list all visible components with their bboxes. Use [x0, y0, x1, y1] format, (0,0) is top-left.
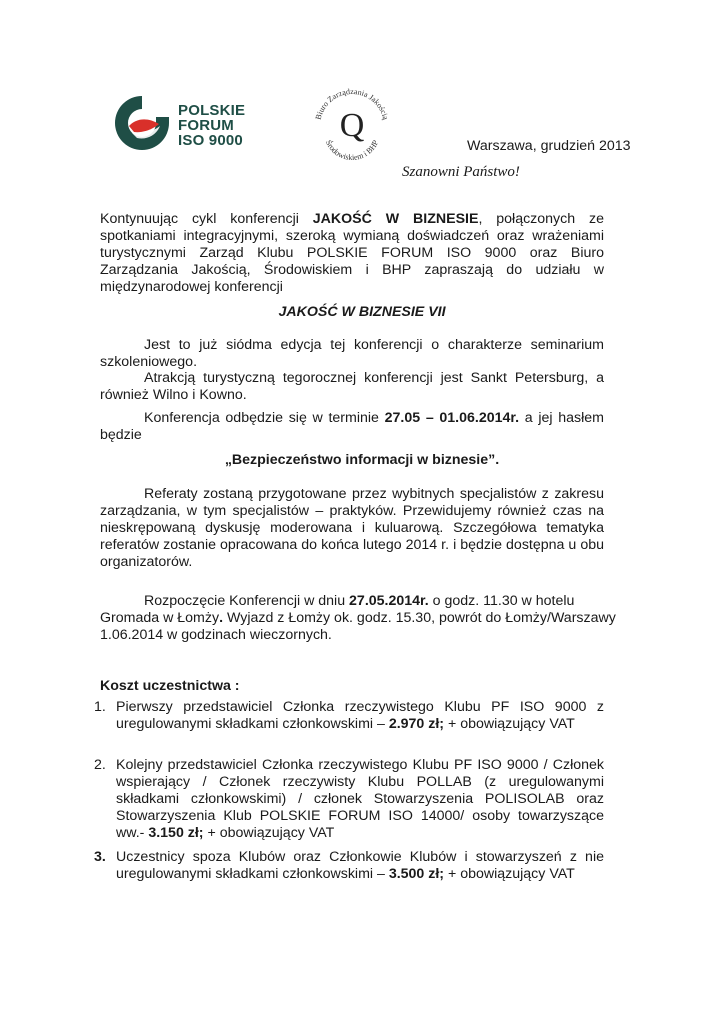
polskie-forum-logo	[112, 93, 252, 153]
cost-item-vat: + obowiązujący VAT	[444, 866, 575, 882]
dates-bold: 27.05 – 01.06.2014r.	[384, 410, 520, 426]
cost-item-price: 2.970 zł;	[388, 716, 445, 732]
cost-item-price: 3.150 zł;	[148, 825, 204, 841]
biuro-zarzadzania-logo	[310, 82, 394, 166]
logo-line-1: POLSKIE	[178, 102, 246, 119]
paragraph-attraction-text: Atrakcją turystyczną tegorocznej konferencji jest Sankt Petersburg, a również Wilno i Kowno.	[100, 370, 604, 403]
cost-item-text: Uczestnicy spoza Klubów oraz Członkowie Klubów i stowarzyszeń z nie uregulowanymi składkami członkowskimi –	[116, 849, 604, 882]
intro-text-a: Kontynuując cykl konferencji	[100, 211, 313, 227]
paragraph-attraction	[100, 370, 604, 404]
dates-text-b: a jej hasłem będzie	[100, 410, 604, 443]
salutation: Szanowni Państwo!	[402, 164, 520, 180]
start-text-a: Rozpoczęcie Konferencji w dniu	[144, 593, 350, 609]
paragraph-papers-text: Referaty zostaną przygotowane przez wybitnych specjalistów z zakresu zarządzania, w tym specjalistów – praktyków. Przewidujemy również czas na nieskrępowaną dyskusję moderowana i kuluarową. Szczegółowa tematyka referatów zostanie opracowana do końca lutego 2014 r. i będzie dostępna u obu organizatorów.	[100, 486, 604, 570]
cost-item-3	[94, 849, 604, 883]
cost-item-number: 1.	[94, 699, 106, 715]
paragraph-edition-text: Jest to już siódma edycja tej konferencji o charakterze seminarium szkoleniowego.	[100, 337, 604, 370]
polskie-forum-emblem-icon	[112, 93, 172, 153]
start-text-c: Gromada w Łomży	[100, 610, 220, 626]
start-text-b: o godz. 11.30 w hotelu	[428, 593, 575, 609]
cost-item-2	[94, 757, 604, 842]
cost-item-1	[94, 699, 604, 733]
dates-text-a: Konferencja odbędzie się w terminie	[144, 410, 385, 426]
start-text-e: 1.06.2014 w godzinach wieczornych.	[100, 627, 332, 643]
conference-title: JAKOŚĆ W BIZNESIE VII	[278, 304, 446, 320]
document-date: Warszawa, grudzień 2013	[467, 138, 631, 154]
cost-item-text: Pierwszy przedstawiciel Członka rzeczywistego Klubu PF ISO 9000 z uregulowanymi składkami członkowskimi –	[116, 699, 604, 732]
logo-line-2: FORUM	[178, 117, 234, 134]
intro-text-b: , połączonych ze spotkaniami integracyjnymi, szeroką wymianą doświadczeń oraz wrażeniami turystycznymi Zarząd Klubu POLSKIE FORUM ISO 9000 oraz Biuro Zarządzania Jakością, Środowiskiem i BHP zapraszają do udziału w międzynarodowej konferencji	[100, 211, 604, 295]
intro-paragraph	[100, 211, 604, 296]
cost-item-price: 3.500 zł;	[388, 866, 445, 882]
intro-bold: JAKOŚĆ W BIZNESIE	[312, 211, 479, 227]
logo-line-3: ISO 9000	[178, 132, 243, 149]
cost-item-number: 3.	[94, 849, 106, 865]
cost-item-vat: + obowiązujący VAT	[203, 825, 335, 841]
cost-item-vat: + obowiązujący VAT	[444, 716, 575, 732]
seal-letter: Q	[339, 107, 365, 144]
seal-arc-top: Biuro Zarządzania Jakością	[313, 86, 391, 121]
cost-item-number: 2.	[94, 757, 106, 773]
cost-heading: Koszt uczestnictwa :	[100, 678, 240, 694]
conference-motto: „Bezpieczeństwo informacji w biznesie”.	[224, 452, 500, 468]
cost-item-text: Kolejny przedstawiciel Członka rzeczywistego Klubu PF ISO 9000 / Członek wspierający / Członek rzeczywisty Klubu POLLAB (z uregulowanymi składkami członkowskimi) / członek Stowarzyszenia POLISOLAB oraz Stowarzyszenia Klub POLSKIE FORUM ISO 14000/ osoby towarzyszące ww.-	[116, 757, 604, 841]
paragraph-papers	[100, 486, 604, 571]
start-bold: 27.05.2014r.	[349, 593, 429, 609]
start-text-d: Wyjazd z Łomży ok. godz. 15.30, powrót do Łomży/Warszawy	[226, 610, 616, 626]
paragraph-dates	[100, 410, 604, 444]
biuro-seal-icon	[310, 82, 394, 166]
paragraph-start: Rozpoczęcie Konferencji w dniu 27.05.2014r. o godz. 11.30 w hotelu Gromada w Łomży. Wyjazd z Łomży ok. godz. 15.30, powrót do Łomży/Warszawy 1.06.2014 w godzinach wieczornych.	[100, 593, 620, 644]
seal-arc-bottom: Środowiskiem i BHP	[323, 138, 381, 163]
paragraph-edition	[100, 337, 604, 371]
